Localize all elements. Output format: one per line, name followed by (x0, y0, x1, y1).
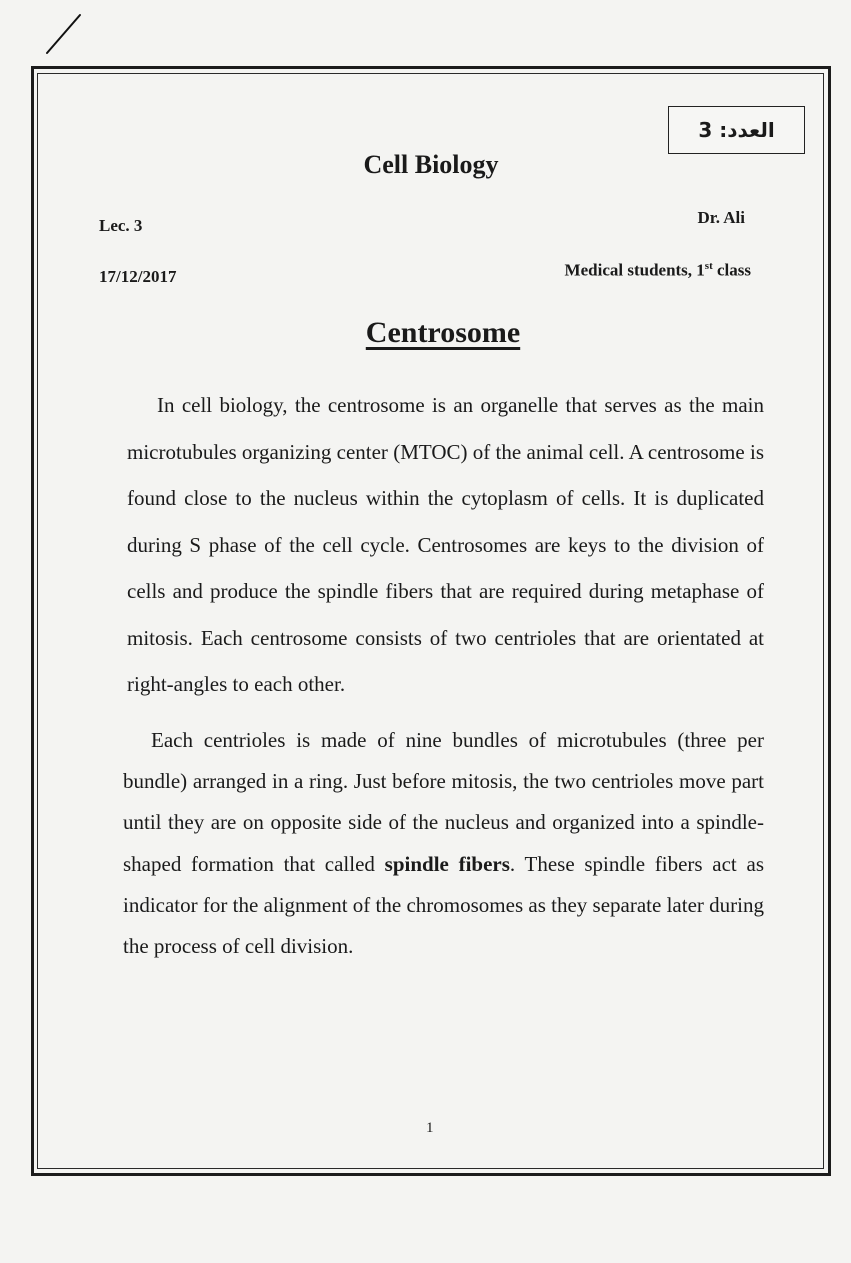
issue-number-box (668, 106, 805, 154)
page-number: 1 (426, 1120, 434, 1136)
lecture-number: Lec. 3 (99, 216, 143, 235)
paragraph-1: In cell biology, the centrosome is an organelle that serves as the main microtubules organizing center (MTOC) of the animal cell. A centrosome is found close to the nucleus within the cytoplasm of cells. It is duplicated during S phase of the cell cycle. Centrosomes are keys to the division of cells and produce the spindle fibers that are required during metaphase of mitosis. Each centrosome consists of two centrioles that are orientated at right-angles to each other. (127, 393, 764, 696)
paragraph-2 (123, 720, 764, 967)
issue-number-label: العدد: (719, 118, 775, 142)
term-spindle-fibers: spindle fibers (384, 851, 510, 876)
audience (565, 260, 751, 281)
pen-slash-mark (44, 12, 82, 56)
section-heading: Centrosome (365, 316, 521, 349)
paragraph-2-start: Each centrioles is made of nine bundles of microtubules (three per bundle) arranged in a ring. Just before mitosis, the two centrioles move part until they are on opposite side of the nucleus and organized into a spindle-shaped formation that called (123, 728, 764, 876)
lecturer-name: Dr. Ali (697, 208, 745, 227)
paragraph-2-end: . These spindle fibers act as indicator for the alignment of the chromosomes as they separate later during the process of cell division. (123, 851, 764, 959)
issue-number-value: 3 (698, 118, 713, 142)
lecture-date: 17/12/2017 (99, 267, 177, 286)
audience-prefix: Medical students, 1 (564, 260, 705, 280)
audience-ordinal: st (704, 260, 713, 272)
course-title: Cell Biology (363, 150, 499, 179)
audience-suffix: class (712, 260, 751, 280)
